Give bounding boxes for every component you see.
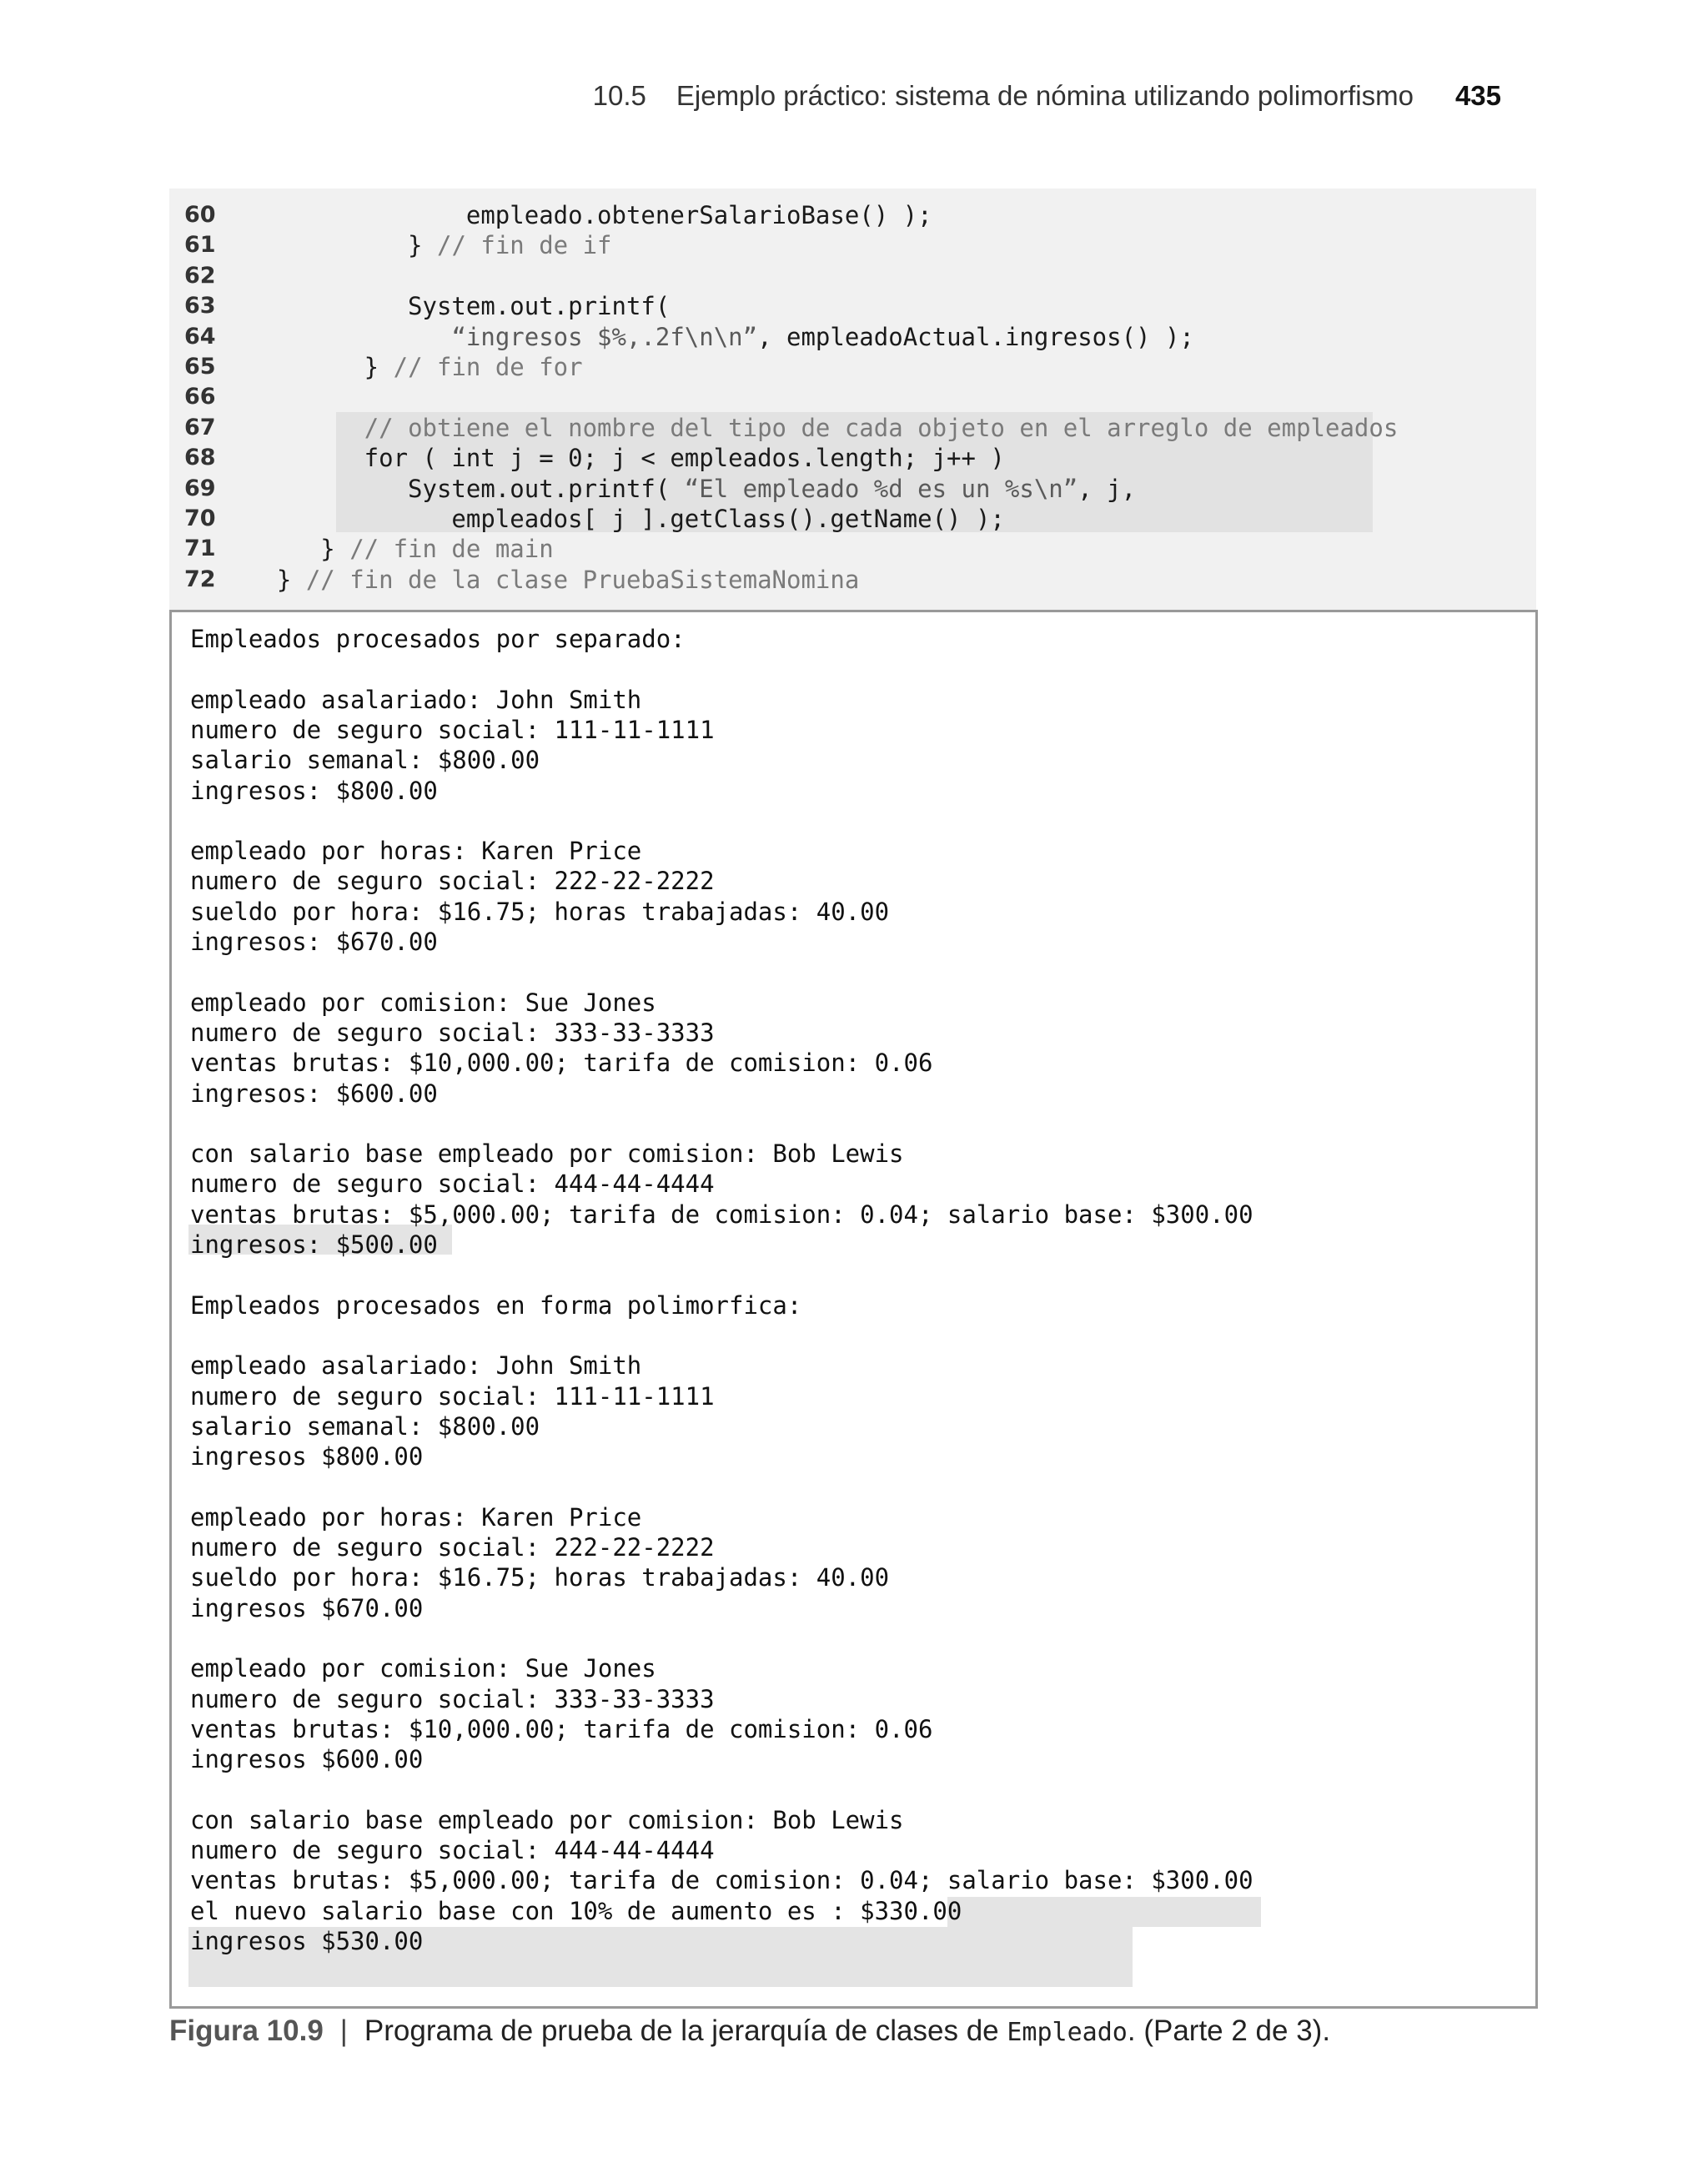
output-line: Empleados procesados en forma polimorfica: [190, 1290, 802, 1320]
code-string: “ingresos $%,.2f\n\n” [451, 322, 758, 351]
output-line: ingresos: $670.00 [190, 928, 438, 956]
line-number: 65 [184, 354, 216, 380]
output-line: ingresos: $500.00 [190, 1230, 438, 1259]
code-segment: } [248, 231, 437, 260]
output-line: ingresos $530.00 [190, 1926, 424, 1955]
output-line: ingresos $800.00 [190, 1442, 424, 1471]
output-line: numero de seguro social: 222-22-2222 [190, 1533, 715, 1562]
output-line: numero de seguro social: 222-22-2222 [190, 867, 715, 896]
code-text [248, 352, 583, 382]
output-line: el nuevo salario base con 10% de aumento es : $330.00 [190, 1896, 962, 1925]
section-number: 10.5 [592, 80, 646, 111]
output-line: con salario base empleado por comision: Bob Lewis [190, 1805, 904, 1834]
output-line: numero de seguro social: 444-44-4444 [190, 1836, 715, 1864]
line-number: 70 [184, 506, 216, 531]
line-number: 63 [184, 293, 216, 319]
page-number: 435 [1454, 80, 1501, 111]
output-line: numero de seguro social: 333-33-3333 [190, 1018, 715, 1047]
code-comment: // fin de for [393, 353, 583, 381]
code-text [248, 413, 1398, 443]
output-line: con salario base empleado por comision: Bob Lewis [190, 1139, 904, 1169]
figure-caption [169, 2015, 1330, 2048]
code-text [248, 291, 670, 321]
output-line: ingresos $670.00 [190, 1593, 424, 1622]
output-line: ventas brutas: $5,000.00; tarifa de comision: 0.04; salario base: $300.00 [190, 1200, 1253, 1229]
code-segment [248, 323, 451, 351]
code-segment: System.out.printf( [248, 474, 685, 503]
line-number: 71 [184, 536, 216, 562]
output-line: ventas brutas: $10,000.00; tarifa de comision: 0.06 [190, 1714, 933, 1743]
output-line: empleado por comision: Sue Jones [190, 988, 656, 1017]
code-segment: } [248, 565, 306, 594]
code-text [248, 200, 932, 230]
output-line: ingresos: $600.00 [190, 1079, 438, 1108]
output-line: empleado por comision: Sue Jones [190, 1654, 656, 1683]
code-segment: } [248, 535, 350, 564]
running-head [593, 80, 1501, 112]
output-line: numero de seguro social: 333-33-3333 [190, 1684, 715, 1713]
output-line: empleado asalariado: John Smith [190, 685, 642, 714]
output-line: ingresos: $800.00 [190, 776, 438, 805]
code-segment: , empleadoActual.ingresos() ); [757, 322, 1194, 351]
code-segment: for ( int j = 0; j < empleados.length; j++ ) [248, 444, 1005, 473]
line-number: 60 [184, 202, 216, 228]
output-line: numero de seguro social: 111-11-1111 [190, 1381, 715, 1411]
code-segment: } [248, 353, 394, 381]
output-line: empleado por horas: Karen Price [190, 837, 642, 866]
output-line: numero de seguro social: 444-44-4444 [190, 1169, 715, 1199]
section-title: Ejemplo práctico: sistema de nómina utilizando polimorfismo [676, 80, 1414, 111]
code-comment: // fin de la clase PruebaSistemaNomina [305, 565, 860, 594]
line-number: 68 [184, 445, 216, 471]
caption-text-end: . (Parte 2 de 3). [1127, 2015, 1331, 2047]
code-string: “El empleado %d es un %s\n” [684, 474, 1078, 503]
line-number: 67 [184, 414, 216, 440]
code-segment: empleado.obtenerSalarioBase() ); [248, 201, 932, 229]
code-text [248, 565, 859, 595]
output-line: salario semanal: $800.00 [190, 746, 540, 775]
output-line: ventas brutas: $5,000.00; tarifa de comision: 0.04; salario base: $300.00 [190, 1866, 1253, 1895]
code-segment: System.out.printf( [248, 292, 671, 321]
line-number: 61 [184, 232, 216, 259]
output-line: empleado por horas: Karen Price [190, 1502, 642, 1532]
code-comment: // obtiene el nombre del tipo de cada objeto en el arreglo de empleados [364, 413, 1399, 442]
code-text [248, 443, 1005, 473]
output-line: empleado asalariado: John Smith [190, 1351, 642, 1381]
code-comment: // fin de main [349, 535, 554, 564]
code-segment: empleados[ j ].getClass().getName() ); [248, 505, 1005, 533]
caption-text: Programa de prueba de la jerarquía de clases de [364, 2015, 1007, 2047]
program-output [169, 610, 1538, 2009]
output-line: sueldo por hora: $16.75; horas trabajadas: 40.00 [190, 1563, 890, 1592]
line-number: 62 [184, 262, 216, 289]
caption-separator: | [339, 2015, 348, 2047]
code-segment [248, 414, 364, 442]
code-comment: // fin de if [436, 231, 612, 260]
code-text [248, 474, 1136, 504]
line-number: 69 [184, 475, 216, 501]
code-text [248, 534, 554, 564]
code-text [248, 504, 1005, 534]
figure-label: Figura 10.9 [169, 2015, 324, 2047]
output-line: numero de seguro social: 111-11-1111 [190, 715, 715, 744]
code-listing [169, 189, 1536, 610]
output-line: ingresos $600.00 [190, 1745, 424, 1774]
line-number: 72 [184, 566, 216, 592]
output-line: Empleados procesados por separado: [190, 625, 686, 653]
code-segment: , j, [1078, 474, 1137, 503]
output-highlight-2 [947, 1897, 1261, 1927]
line-number: 64 [184, 323, 216, 350]
code-text [248, 322, 1194, 352]
output-line: salario semanal: $800.00 [190, 1411, 540, 1441]
caption-code: Empleado [1007, 2018, 1128, 2047]
output-line: ventas brutas: $10,000.00; tarifa de comision: 0.06 [190, 1049, 933, 1078]
output-line: sueldo por hora: $16.75; horas trabajadas: 40.00 [190, 897, 890, 926]
code-text [248, 230, 612, 260]
line-number: 66 [184, 384, 216, 410]
